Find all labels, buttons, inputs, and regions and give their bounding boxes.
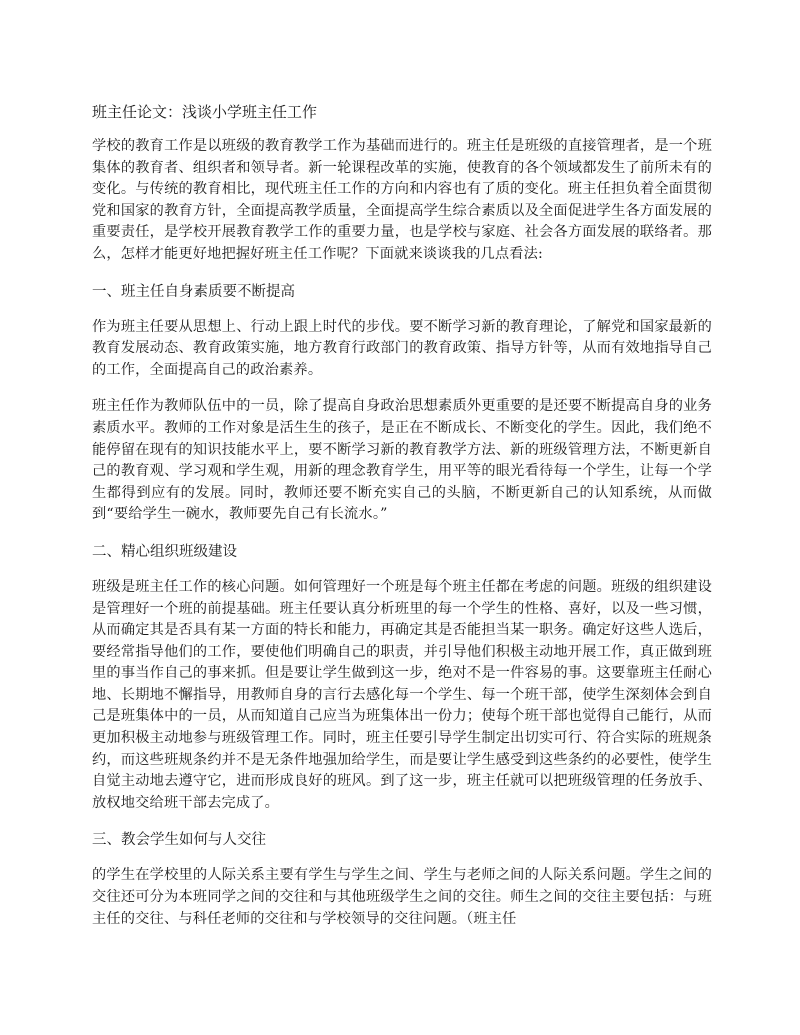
section-1-paragraph-2: 班主任作为教师队伍中的一员，除了提高自身政治思想素质外更重要的是还要不断提高自身的业务素质水平。教师的工作对象是活生生的孩子，是正在不断成长、不断变化的学生。因此，我们绝不能停留在现有的知识技能水平上，要不断学习新的教育教学方法、新的班级管理方法，不断更新自己的教育观、学习观和学生观，用新的理念教育学生，用平等的眼光看待每一个学生，让每一个学生都得到应有的发展。同时，教师还要不断充实自己的头脑，不断更新自己的认知系统，从而做到“要给学生一碗水，教师要先自己有长流水。”: [92, 398, 712, 523]
section-1-paragraph-1: 作为班主任要从思想上、行动上跟上时代的步伐。要不断学习新的教育理论，了解党和国家最新的教育发展动态、教育政策实施，地方教育行政部门的教育政策、指导方针等，从而有效地指导自己的工作，全面提高自己的政治素养。: [92, 318, 712, 378]
section-3-paragraph-1: 的学生在学校里的人际关系主要有学生与学生之间、学生与老师之间的人际关系问题。学生之间的交往还可分为本班同学之间的交往和与其他班级学生之间的交往。师生之间的交往主要包括：与班主任的交往、与科任老师的交往和与学校领导的交往问题。（班主任: [92, 867, 712, 927]
intro-paragraph: 学校的教育工作是以班级的教育教学工作为基础而进行的。班主任是班级的直接管理者，是一个班集体的教育者、组织者和领导者。新一轮课程改革的实施，使教育的各个领域都发生了前所未有的变化。与传统的教育相比，现代班主任工作的方向和内容也有了质的变化。班主任担负着全面贯彻党和国家的教育方针，全面提高教学质量，全面提高学生综合素质以及全面促进学生各方面发展的重要责任，是学校开展教育教学工作的重要力量，也是学校与家庭、社会各方面发展的联络者。那么，怎样才能更好地把握好班主任工作呢？下面就来谈谈我的几点看法:: [92, 138, 712, 262]
section-2-heading: 二、精心组织班级建设: [92, 543, 237, 560]
section-3-heading: 三、教会学生如何与人交往: [92, 832, 266, 849]
section-1-heading: 一、班主任自身素质要不断提高: [92, 283, 295, 300]
document-title: 班主任论文：浅谈小学班主任工作: [92, 103, 318, 121]
section-2-paragraph-1: 班级是班主任工作的核心问题。如何管理好一个班是每个班主任都在考虑的问题。班级的组织建设是管理好一个班的前提基础。班主任要认真分析班里的每一个学生的性格、喜好，以及一些习惯，从而确定其是否具有某一方面的特长和能力，再确定其是否能担当某一职务。确定好这些人选后，要经常指导他们的工作，要使他们明确自己的职责，并引导他们积极主动地开展工作，真正做到班里的事当作自己的事来抓。但是要让学生做到这一步，绝对不是一件容易的事。这要靠班主任耐心地、长期地不懈指导，用教师自身的言行去感化每一个学生、每一个班干部，使学生深刻体会到自己是班集体中的一员，从而知道自己应当为班集体出一份力；使每个班干部也觉得自己能行，从而更加积极主动地参与班级管理工作。同时，班主任要引导学生制定出切实可行、符合实际的班规条约，而这些班规条约并不是无条件地强加给学生，而是要让学生感受到这些条约的必要性，使学生自觉主动地去遵守它，进而形成良好的班风。到了这一步，班主任就可以把班级管理的任务放手、放权地交给班干部去完成了。: [92, 578, 712, 811]
document-page: [92, 100, 712, 945]
